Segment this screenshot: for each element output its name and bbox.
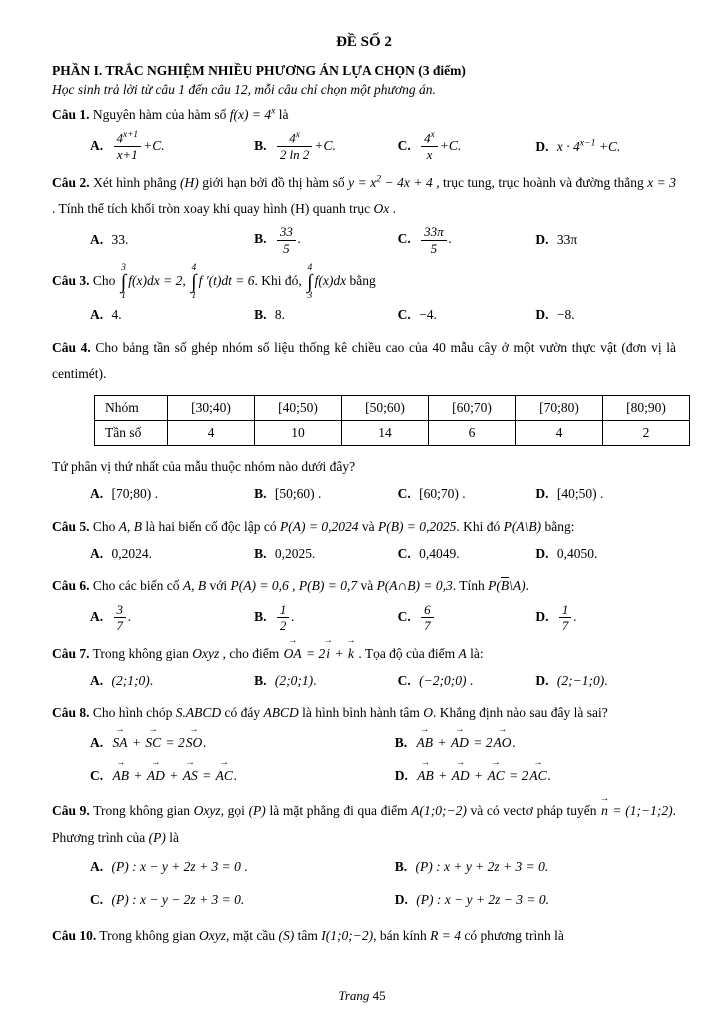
answer-option-d (535, 542, 676, 566)
option-text: (P) : x + y + 2z + 3 = 0. (415, 858, 549, 874)
answer-option-d (535, 669, 676, 693)
option-letter: A. (90, 486, 104, 502)
option-text: (P) : x − y + 2z − 3 = 0. (416, 892, 550, 908)
option-text: 0,4049. (419, 546, 460, 562)
option-letter: D. (535, 673, 549, 689)
option-text: $\frac{6}{7}$ (419, 609, 435, 624)
option-text: 33. (111, 232, 129, 248)
option-letter: C. (397, 546, 411, 562)
question-number: Câu 1. (52, 107, 90, 122)
option-text: $\frac{4^x}{2 \ln 2}$ +C. (275, 138, 336, 153)
option-letter: B. (394, 734, 408, 750)
answer-option-b (254, 303, 398, 327)
answer-option-a (90, 130, 254, 162)
answer-option-c (398, 482, 536, 506)
option-text: $\frac{33\pi}{5}$ . (419, 231, 452, 246)
question-text: Trong không gian Oxyz, gọi (P) là mặt phẳng đi qua điểm A(1;0;−2) và có vectơ pháp tuyến → n = (1;−1;2). Phương trình của (P) là (52, 803, 676, 844)
table-row (95, 421, 690, 446)
answer-option-d (535, 303, 676, 327)
question-number: Câu 10. (52, 927, 97, 943)
option-letter: B. (254, 231, 267, 247)
footer-page-number: 45 (372, 988, 386, 1003)
option-text: → AB + → AD = 2→ AO. (415, 735, 515, 750)
answer-option-b (254, 669, 398, 693)
option-letter: B. (254, 307, 267, 323)
question-text: Cho bảng tần số ghép nhóm số liệu thống kê chiều cao của 40 mẫu cây ở một vườn thực vật (đơn vị là centimét). (52, 339, 677, 381)
option-letter: D. (535, 138, 549, 154)
question-stem (52, 798, 676, 851)
page-footer (0, 988, 724, 1004)
option-text: 8. (274, 307, 285, 323)
answer-option-a (90, 303, 254, 327)
answer-options (90, 731, 676, 789)
answer-option-a (90, 855, 395, 879)
option-text: −4. (419, 307, 437, 323)
question-stem (52, 263, 676, 301)
option-letter: C. (397, 486, 411, 502)
table-cell: [40;50) (255, 396, 342, 421)
option-letter: B. (254, 137, 267, 153)
option-letter: A. (90, 608, 104, 624)
table-cell: 14 (342, 421, 429, 446)
answer-option-c (398, 224, 536, 256)
option-letter: A. (90, 307, 104, 323)
option-text: (−2;0;0) . (419, 673, 474, 689)
instruction-text: Học sinh trả lời từ câu 1 đến câu 12, mỗi câu chỉ chọn một phương án. (52, 82, 436, 97)
option-text: (P) : x − y − 2z + 3 = 0. (111, 892, 245, 908)
option-text: → AB + → AD + → AS = → AC. (112, 768, 238, 783)
table-cell: 2 (603, 421, 690, 446)
option-letter: C. (397, 137, 411, 153)
option-text: (2;0;1). (274, 673, 317, 689)
answer-option-c (398, 130, 536, 162)
answer-option-a (90, 731, 395, 755)
answer-option-d (395, 888, 676, 912)
answer-option-a (90, 228, 254, 252)
option-letter: D. (535, 232, 549, 248)
option-letter: A. (90, 673, 104, 689)
answer-option-d (535, 602, 676, 634)
question-number: Câu 6. (52, 578, 90, 594)
option-letter: C. (397, 231, 411, 247)
question-number: Câu 5. (52, 518, 90, 534)
answer-option-b (254, 130, 398, 162)
answer-option-c (398, 669, 536, 693)
question-block (52, 102, 676, 163)
option-text: [50;60) . (274, 486, 322, 502)
question-stem (52, 102, 676, 128)
table-cell: [70;80) (516, 396, 603, 421)
option-letter: A. (90, 137, 104, 153)
footer-label: Trang (338, 988, 370, 1003)
option-letter: C. (397, 307, 411, 323)
option-letter: B. (394, 858, 408, 874)
option-text: $\frac{4^{x+1}}{x+1}$ +C. (112, 138, 165, 153)
question-text: Cho A, B là hai biến cố độc lập có P(A) = 0,2024 và P(B) = 0,2025. Khi đó P(A\B) bằng: (92, 518, 575, 534)
question-stem (52, 170, 676, 223)
answer-options (90, 482, 676, 506)
option-text: → SA + → SC = 2→ SO. (112, 735, 207, 750)
question-text: Xét hình phẳng (H) giới hạn bởi đồ thị hàm số $y = x^2 - 4x + 4$ , trục tung, trục hoành và đường thẳng x = 3 . Tính thể tích khối tròn xoay khi quay hình (H) quanh trục Ox . (52, 173, 677, 216)
question-number: Câu 2. (52, 174, 90, 190)
answer-option-a (90, 482, 254, 506)
question-block (52, 573, 676, 633)
answer-options (90, 130, 676, 162)
question-stem (52, 573, 676, 599)
option-text: 4. (111, 307, 122, 323)
option-text: [70;80) . (111, 486, 158, 502)
option-text: 0,4050. (556, 546, 598, 562)
page-title: ĐỀ SỐ 2 (336, 34, 392, 50)
answer-option-d (535, 228, 676, 252)
table-row-header: Tần số (95, 421, 168, 446)
table-cell: 10 (255, 421, 342, 446)
option-letter: D. (535, 546, 549, 562)
option-letter: B. (254, 546, 267, 562)
option-text: [60;70) . (419, 486, 466, 502)
question-text: Cho 3 ∫ 1 f(x)dx = 2, 4 ∫ 1 f ′(t)dt = 6. Khi đó, 4 ∫ 3 f(x)dx bằng (92, 263, 376, 301)
option-letter: C. (397, 608, 411, 624)
question-block (52, 263, 676, 327)
question-number: Câu 8. (52, 705, 90, 721)
question-block (52, 923, 676, 949)
question-text: Trong không gian Oxyz, mặt cầu (S) tâm I(1;0;−2), bán kính R = 4 có phương trình là (99, 927, 564, 943)
answer-option-d (395, 764, 676, 788)
answer-options (90, 855, 676, 913)
question-block (52, 170, 676, 257)
option-letter: B. (254, 608, 267, 624)
question-block (52, 514, 676, 567)
option-text: [40;50) . (556, 486, 604, 502)
answer-option-b (395, 855, 676, 879)
question-stem (52, 514, 676, 540)
table-row (95, 396, 690, 421)
answer-option-b (254, 482, 398, 506)
answer-option-c (90, 888, 395, 912)
answer-option-a (90, 542, 254, 566)
option-letter: A. (90, 734, 104, 750)
option-text: (2;1;0). (111, 673, 154, 689)
option-letter: D. (394, 767, 408, 783)
answer-option-c (398, 303, 536, 327)
answer-options (90, 669, 676, 693)
answer-option-b (254, 224, 398, 256)
answer-options (90, 542, 676, 566)
answer-option-b (395, 731, 676, 755)
table-cell: 6 (429, 421, 516, 446)
option-letter: A. (90, 546, 104, 562)
option-text: 33π (556, 232, 578, 248)
question-number: Câu 3. (52, 273, 90, 289)
option-letter: B. (254, 673, 267, 689)
question-block (52, 798, 676, 912)
question-text: Nguyên hàm của hàm số $f(x) = 4^x$ là (92, 105, 289, 122)
table-cell: 4 (168, 421, 255, 446)
table-cell: 4 (516, 421, 603, 446)
answer-option-c (398, 542, 536, 566)
option-text: $\frac{1}{2}$ . (275, 609, 295, 624)
question-text: Cho hình chóp S.ABCD có đáy ABCD là hình bình hành tâm O. Khẳng định nào sau đây là sai? (92, 705, 608, 721)
option-text: $\frac{1}{7}$ . (557, 609, 577, 624)
option-text: −8. (556, 307, 575, 323)
answer-options (90, 303, 676, 327)
option-text: 0,2025. (274, 546, 316, 562)
question-block (52, 700, 676, 788)
question-block (52, 641, 676, 694)
question-number: Câu 4. (52, 339, 91, 355)
answer-option-c (90, 764, 395, 788)
option-text: (P) : x − y + 2z + 3 = 0 . (111, 858, 248, 874)
answer-option-a (90, 669, 254, 693)
answer-option-d (535, 134, 676, 159)
answer-option-d (535, 482, 676, 506)
question-block (52, 335, 676, 507)
frequency-table (94, 395, 690, 446)
answer-option-c (398, 602, 536, 634)
question-text: Trong không gian Oxyz , cho điểm → OA = 2→ i + → k . Tọa độ của điểm A là: (93, 646, 484, 661)
option-text: 0,2024. (111, 546, 152, 562)
questions-list (52, 102, 676, 949)
question-stem (52, 641, 676, 667)
answer-options (90, 602, 676, 634)
section-heading: PHẦN I. TRẮC NGHIỆM NHIỀU PHƯƠNG ÁN LỰA CHỌN (3 điểm) (52, 63, 466, 78)
option-text: $\frac{4^x}{x}$ +C. (419, 138, 461, 153)
question-text: Cho các biến cố A, B với P(A) = 0,6 , P(B) = 0,7 và P(A∩B) = 0,3. Tính $P(\overline{B}\backslash A)$. (92, 578, 530, 594)
option-letter: D. (535, 608, 549, 624)
option-text: $\frac{3}{7}$ . (112, 609, 132, 624)
question-stem (52, 700, 676, 726)
question-stem (52, 335, 676, 388)
option-letter: D. (535, 307, 549, 323)
table-cell: [60;70) (429, 396, 516, 421)
question-stem (52, 923, 676, 949)
answer-options (90, 224, 676, 256)
question-number: Câu 7. (52, 645, 90, 661)
option-text: → AB + → AD + → AC = 2→ AC. (416, 768, 551, 783)
option-letter: C. (90, 767, 104, 783)
table-cell: [50;60) (342, 396, 429, 421)
option-letter: A. (90, 858, 104, 874)
answer-option-b (254, 542, 398, 566)
option-letter: A. (90, 232, 104, 248)
option-text: $x \cdot 4^{x-1} +C$. (556, 137, 621, 154)
option-letter: B. (254, 486, 267, 502)
option-letter: C. (90, 892, 104, 908)
table-row-header: Nhóm (95, 396, 168, 421)
question-followup: Tứ phân vị thứ nhất của mẫu thuộc nhóm nào dưới đây? (52, 459, 356, 475)
option-letter: D. (535, 486, 549, 502)
answer-option-b (254, 602, 398, 634)
option-text: (2;−1;0). (556, 673, 608, 689)
option-letter: C. (397, 673, 411, 689)
table-cell: [80;90) (603, 396, 690, 421)
option-text: $\frac{33}{5}$ . (275, 231, 301, 246)
table-cell: [30;40) (168, 396, 255, 421)
answer-option-a (90, 602, 254, 634)
question-number: Câu 9. (52, 803, 90, 819)
option-letter: D. (394, 892, 408, 908)
